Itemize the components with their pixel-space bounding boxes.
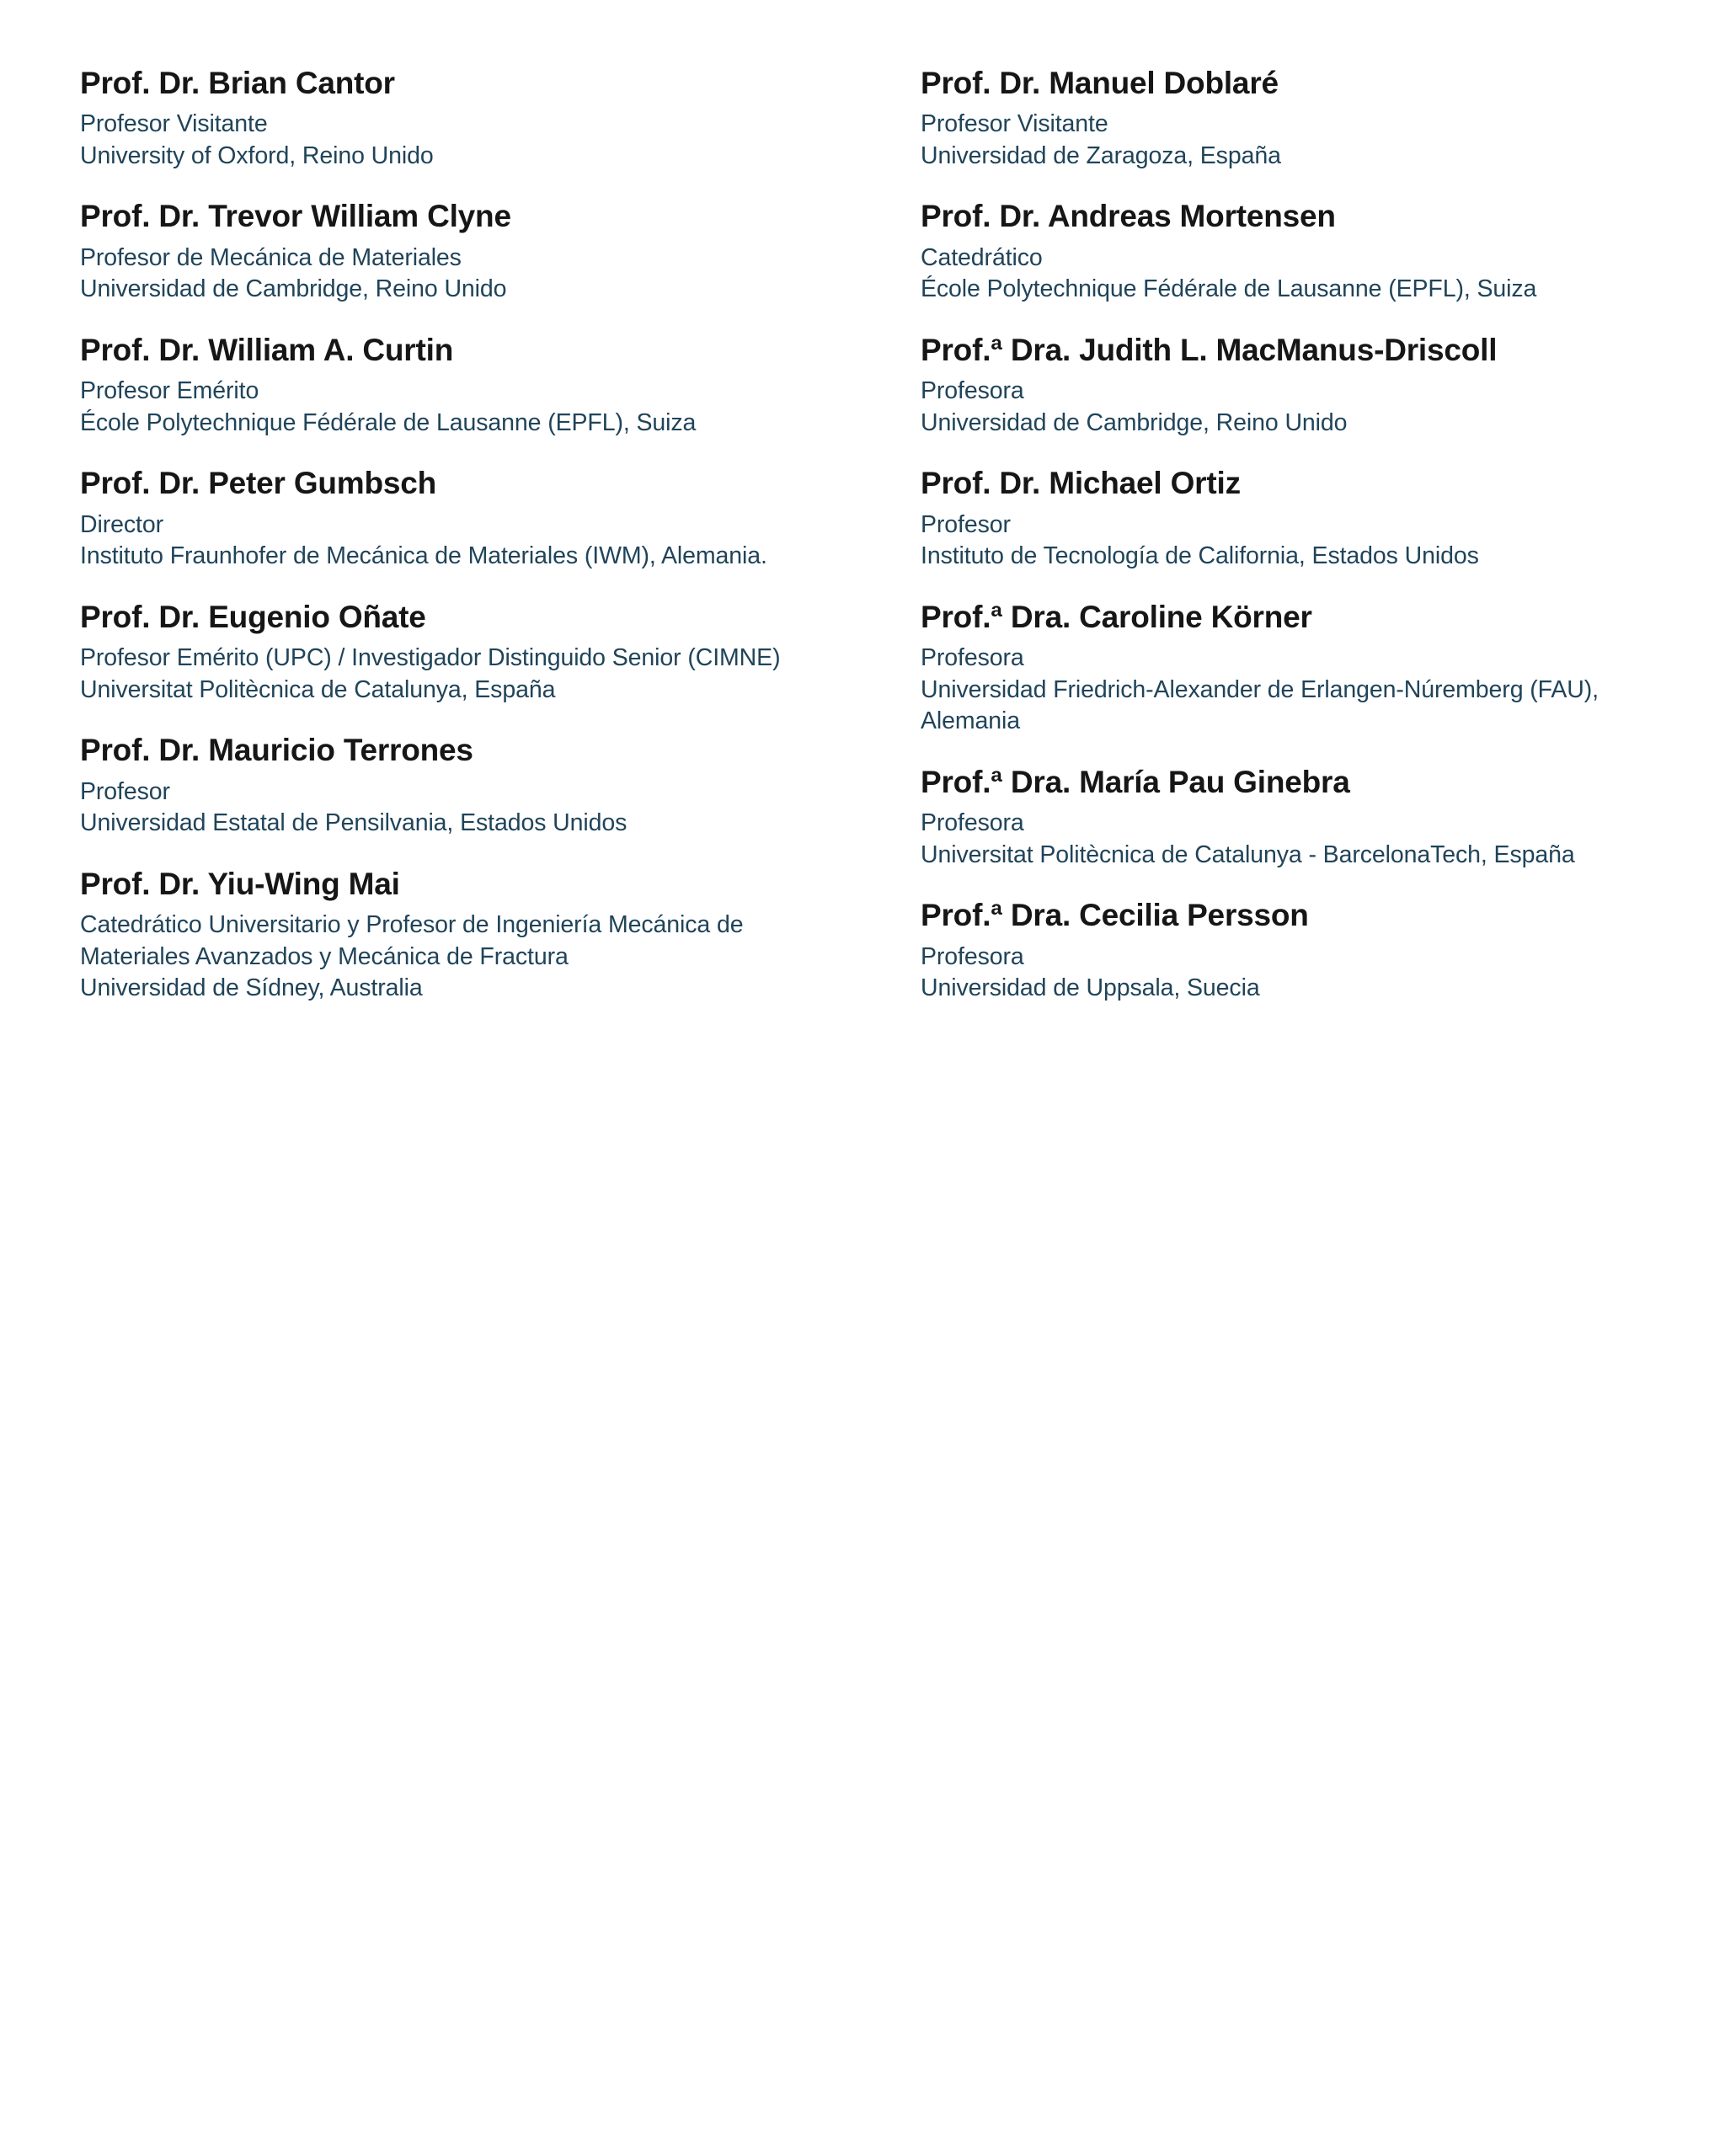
- member-affiliation: Universidad de Sídney, Australia: [80, 974, 423, 1002]
- member-affiliation: École Polytechnique Fédérale de Lausanne (EPFL), Suiza: [921, 275, 1537, 303]
- member-entry: [921, 598, 1653, 738]
- member-entry: [921, 464, 1653, 572]
- member-entry: [80, 731, 813, 839]
- member-name: Prof. Dr. Mauricio Terrones: [80, 733, 473, 768]
- member-entry: [80, 197, 813, 305]
- member-affiliation: Universidad de Cambridge, Reino Unido: [921, 408, 1348, 436]
- member-affiliation: University of Oxford, Reino Unido: [80, 141, 434, 169]
- member-title: Profesor Visitante: [921, 110, 1108, 138]
- member-name: Prof.ª Dra. María Pau Ginebra: [921, 764, 1350, 799]
- member-entry: [80, 865, 813, 1005]
- member-affiliation: Universidad de Uppsala, Suecia: [921, 974, 1260, 1002]
- member-name: Prof.ª Dra. Caroline Körner: [921, 599, 1312, 634]
- member-affiliation: Instituto de Tecnología de California, Estados Unidos: [921, 542, 1479, 570]
- member-title: Profesora: [921, 644, 1024, 672]
- member-title: Profesora: [921, 377, 1024, 405]
- member-title: Profesora: [921, 942, 1024, 970]
- committee-column-left: [80, 64, 813, 1030]
- member-affiliation: Universidad Friedrich-Alexander de Erlangen-Núremberg (FAU), Alemania: [921, 675, 1599, 735]
- member-name: Prof. Dr. Manuel Doblaré: [921, 66, 1279, 100]
- member-affiliation: École Polytechnique Fédérale de Lausanne (EPFL), Suiza: [80, 408, 697, 436]
- member-name: Prof.ª Dra. Judith L. MacManus-Driscoll: [921, 332, 1498, 367]
- member-affiliation: Universidad de Zaragoza, España: [921, 141, 1281, 169]
- member-affiliation: Universidad de Cambridge, Reino Unido: [80, 275, 507, 303]
- member-name: Prof. Dr. Trevor William Clyne: [80, 199, 511, 234]
- member-title: Profesor: [921, 510, 1011, 538]
- member-title: Profesor Visitante: [80, 110, 268, 138]
- member-title: Director: [80, 510, 163, 538]
- member-title: Catedrático: [921, 243, 1043, 271]
- member-name: Prof. Dr. Yiu-Wing Mai: [80, 866, 400, 901]
- committee-column-right: [921, 64, 1653, 1030]
- member-name: Prof. Dr. Peter Gumbsch: [80, 466, 437, 501]
- member-name: Prof. Dr. William A. Curtin: [80, 332, 454, 367]
- member-affiliation: Instituto Fraunhofer de Mecánica de Materiales (IWM), Alemania.: [80, 542, 767, 570]
- member-entry: [80, 464, 813, 572]
- member-entry: [921, 331, 1653, 439]
- member-affiliation: Universitat Politècnica de Catalunya - BarcelonaTech, España: [921, 841, 1575, 868]
- member-name: Prof. Dr. Andreas Mortensen: [921, 199, 1336, 234]
- member-title: Profesor Emérito (UPC) / Investigador Distinguido Senior (CIMNE): [80, 644, 781, 672]
- member-title: Profesor de Mecánica de Materiales: [80, 243, 462, 271]
- member-name: Prof.ª Dra. Cecilia Persson: [921, 898, 1309, 933]
- member-entry: [921, 763, 1653, 871]
- member-entry: [80, 331, 813, 439]
- member-name: Prof. Dr. Michael Ortiz: [921, 466, 1241, 501]
- member-name: Prof. Dr. Eugenio Oñate: [80, 599, 426, 634]
- member-title: Profesora: [921, 809, 1024, 837]
- member-affiliation: Universidad Estatal de Pensilvania, Estados Unidos: [80, 809, 628, 837]
- member-name: Prof. Dr. Brian Cantor: [80, 66, 395, 100]
- committee-columns: [80, 64, 1653, 1030]
- member-entry: [921, 64, 1653, 172]
- member-title: Catedrático Universitario y Profesor de Ingeniería Mecánica de Materiales Avanzados y Mecánica de Fractura: [80, 911, 744, 970]
- member-title: Profesor Emérito: [80, 377, 259, 405]
- member-affiliation: Universitat Politècnica de Catalunya, España: [80, 675, 556, 703]
- member-entry: [80, 64, 813, 172]
- member-entry: [921, 896, 1653, 1004]
- member-entry: [80, 598, 813, 706]
- member-entry: [921, 197, 1653, 305]
- member-title: Profesor: [80, 777, 170, 805]
